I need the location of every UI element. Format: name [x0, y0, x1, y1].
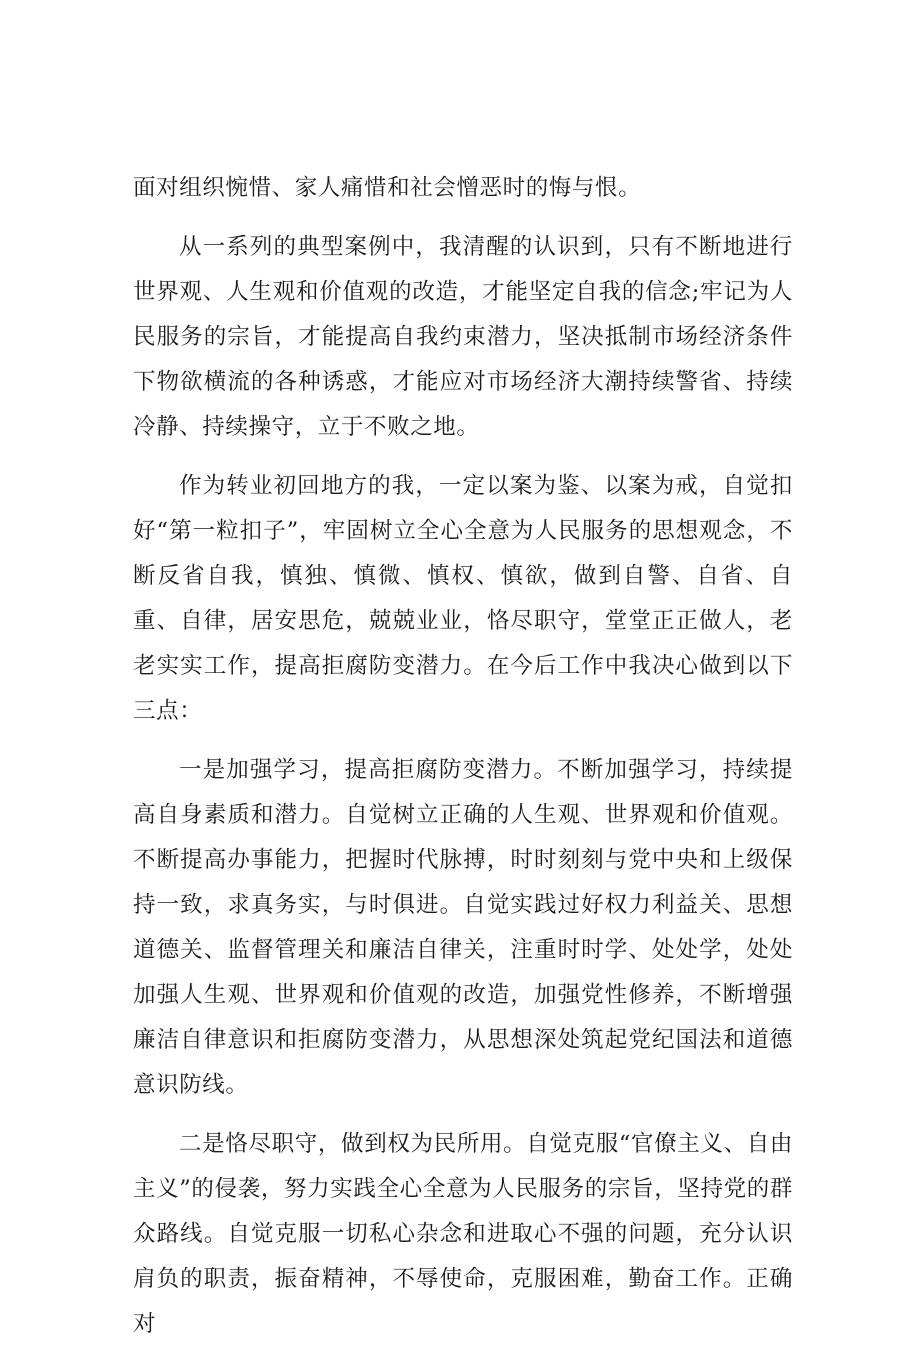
paragraph-point-two: 二是恪尽职守，做到权为民所用。自觉克服“官僚主义、自由主义”的侵袭，努力实践全心全意为人民服务的宗旨，坚持党的群众路线。自觉克服一切私心杂念和进取心不强的问题，充分认识肩负的职责，振奋精神，不辱使命，克服困难，勤奋工作。正确对 — [133, 1131, 793, 1337]
paragraph-point-one: 一是加强学习，提高拒腐防变潜力。不断加强学习，持续提高自身素质和潜力。自觉树立正确的人生观、世界观和价值观。不断提高办事能力，把握时代脉搏，时时刻刻与党中央和上级保持一致，求真务实，与时俱进。自觉实践过好权力利益关、思想道德关、监督管理关和廉洁自律关，注重时时学、处处学，处处加强人生观、世界观和价值观的改造，加强党性修养，不断增强廉洁自律意识和拒腐防变潜力，从思想深处筑起党纪国法和道德意识防线。 — [133, 757, 793, 1098]
paragraph-continuation: 面对组织惋惜、家人痛惜和社会憎恶时的悔与恨。 — [133, 175, 642, 201]
paragraph-case-reflection: 从一系列的典型案例中，我清醒的认识到，只有不断地进行世界观、人生观和价值观的改造，才能坚定自我的信念;牢记为人民服务的宗旨，才能提高自我约束潜力，坚决抵制市场经济条件下物欲横流的各种诱惑，才能应对市场经济大潮持续警省、持续冷静、持续操守，立于不败之地。 — [133, 234, 793, 440]
document-body — [133, 166, 793, 1361]
paragraph-personal-commitment: 作为转业初回地方的我，一定以案为鉴、以案为戒，自觉扣好“第一粒扣子”，牢固树立全心全意为人民服务的思想观念，不断反省自我，慎独、慎微、慎权、慎欲，做到自警、自省、自重、自律，居安思危，兢兢业业，恪尽职守，堂堂正正做人，老老实实工作，提高拒腐防变潜力。在今后工作中我决心做到以下三点： — [133, 473, 793, 724]
